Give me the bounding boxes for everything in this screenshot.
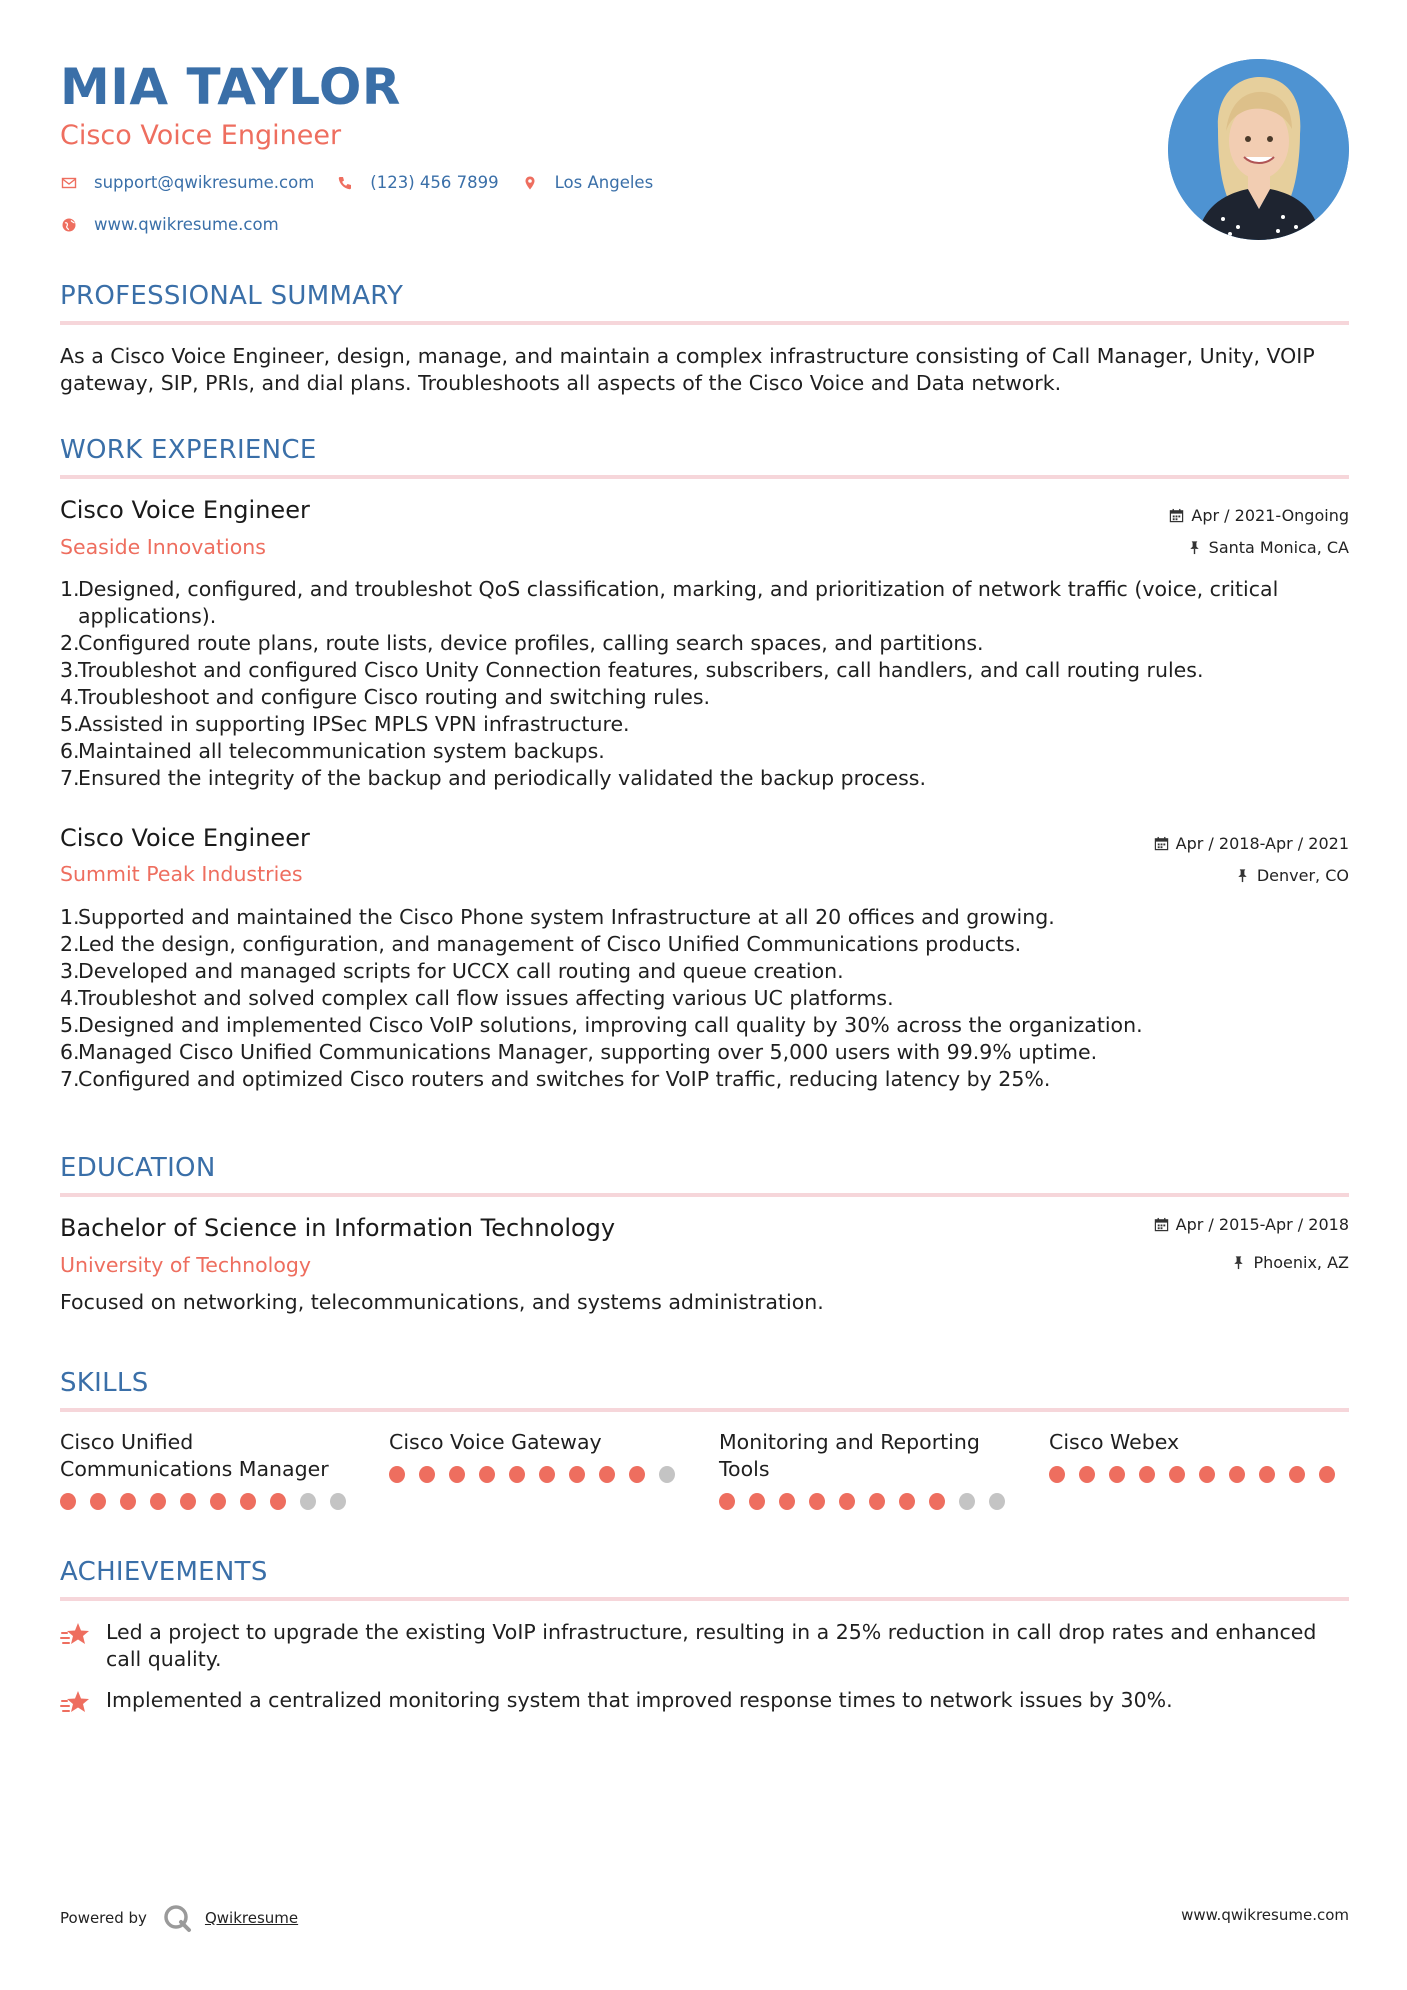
star-award-icon <box>60 1687 92 1719</box>
rating-dot-filled <box>150 1493 166 1510</box>
contact-email[interactable] <box>60 173 314 192</box>
contact-row <box>60 173 675 192</box>
skill-name: Monitoring and Reporting Tools <box>719 1430 980 1481</box>
education-description: Focused on networking, telecommunications, and systems administration. <box>60 1290 824 1314</box>
location-text: Santa Monica, CA <box>1208 538 1349 557</box>
rating-dot-filled <box>1109 1466 1125 1483</box>
section-divider <box>60 1408 1349 1412</box>
skill-rating <box>389 1466 689 1483</box>
list-item: 1. Designed, configured, and troubleshot QoS classification, marking, and prioritization of network traffic (voice, critical applications). <box>60 577 1279 628</box>
summary-text: As a Cisco Voice Engineer, design, manage, and maintain a complex infrastructure consisting of Call Manager, Unity, VOIP gateway, SIP, PRIs, and dial plans. Troubleshoots all aspects of the Cisco Voice and Data network. <box>60 344 1315 395</box>
dates-text: Apr / 2015-Apr / 2018 <box>1175 1215 1349 1234</box>
list-item: 2. Led the design, configuration, and management of Cisco Unified Communications products. <box>60 932 1022 956</box>
location-text: Los Angeles <box>554 173 654 192</box>
rating-dot-filled <box>419 1466 435 1483</box>
rating-dot-filled <box>899 1493 915 1510</box>
rating-dot-filled <box>270 1493 286 1510</box>
contact-location <box>521 173 654 192</box>
phone-text: (123) 456 7899 <box>370 173 499 192</box>
job-title: Cisco Voice Engineer <box>60 496 310 524</box>
skill-name: Cisco Voice Gateway <box>389 1430 602 1454</box>
education-heading: EDUCATION <box>60 1153 216 1183</box>
job-bullet-list <box>60 576 1350 792</box>
candidate-role: Cisco Voice Engineer <box>60 120 342 151</box>
list-item: 4. Troubleshot and solved complex call flow issues affecting various UC platforms. <box>60 986 894 1010</box>
brand-link[interactable]: Qwikresume <box>204 1909 299 1927</box>
dates-text: Apr / 2021-Ongoing <box>1191 506 1349 525</box>
rating-dot-filled <box>869 1493 885 1510</box>
powered-by-label: Powered by <box>60 1909 147 1927</box>
rating-dot-filled <box>449 1466 465 1483</box>
experience-heading: WORK EXPERIENCE <box>60 435 317 465</box>
summary-heading: PROFESSIONAL SUMMARY <box>60 281 404 311</box>
calendar-icon <box>1154 1217 1169 1232</box>
rating-dot-filled <box>120 1493 136 1510</box>
rating-dot-filled <box>539 1466 555 1483</box>
rating-dot-filled <box>60 1493 76 1510</box>
location-text: Denver, CO <box>1256 866 1349 885</box>
rating-dot-filled <box>389 1466 405 1483</box>
rating-dot-filled <box>479 1466 495 1483</box>
rating-dot-empty <box>330 1493 346 1510</box>
education-dates <box>1154 1215 1349 1234</box>
job-company: Summit Peak Industries <box>60 862 303 886</box>
rating-dot-filled <box>1049 1466 1065 1483</box>
contact-website[interactable] <box>60 215 279 234</box>
footer-website[interactable]: www.qwikresume.com <box>1181 1906 1349 1924</box>
rating-dot-filled <box>1199 1466 1215 1483</box>
contact-phone[interactable] <box>336 173 498 192</box>
rating-dot-empty <box>989 1493 1005 1510</box>
skill-item <box>60 1429 360 1510</box>
list-item: 5. Designed and implemented Cisco VoIP solutions, improving call quality by 30% across the organization. <box>60 1013 1143 1037</box>
rating-dot-filled <box>1229 1466 1245 1483</box>
email-text: support@qwikresume.com <box>94 173 315 192</box>
calendar-icon <box>1154 836 1169 851</box>
degree-title: Bachelor of Science in Information Technology <box>60 1214 616 1242</box>
achievement-text: Led a project to upgrade the existing VoIP infrastructure, resulting in a 25% reduction in call drop rates and enhanced call quality. <box>106 1620 1317 1671</box>
rating-dot-filled <box>1079 1466 1095 1483</box>
section-divider <box>60 1597 1349 1601</box>
achievement-item <box>60 1687 1350 1719</box>
rating-dot-filled <box>809 1493 825 1510</box>
list-item: 7. Ensured the integrity of the backup and periodically validated the backup process. <box>60 766 926 790</box>
website-text: www.qwikresume.com <box>94 215 279 234</box>
rating-dot-filled <box>1169 1466 1185 1483</box>
rating-dot-empty <box>959 1493 975 1510</box>
job-title: Cisco Voice Engineer <box>60 824 310 852</box>
list-item: 2. Configured route plans, route lists, device profiles, calling search spaces, and partitions. <box>60 631 984 655</box>
pushpin-icon <box>1187 540 1202 555</box>
pushpin-icon <box>1235 868 1250 883</box>
rating-dot-filled <box>1289 1466 1305 1483</box>
rating-dot-filled <box>1319 1466 1335 1483</box>
rating-dot-filled <box>210 1493 226 1510</box>
skill-item <box>1049 1429 1349 1483</box>
rating-dot-filled <box>90 1493 106 1510</box>
candidate-name: MIA TAYLOR <box>60 58 401 116</box>
contact-row-web <box>60 215 301 234</box>
rating-dot-filled <box>1139 1466 1155 1483</box>
job-location <box>1235 866 1349 885</box>
phone-icon <box>336 174 354 192</box>
rating-dot-filled <box>509 1466 525 1483</box>
profile-photo <box>1168 59 1349 240</box>
rating-dot-filled <box>569 1466 585 1483</box>
school-name: University of Technology <box>60 1253 312 1277</box>
dates-text: Apr / 2018-Apr / 2021 <box>1175 834 1349 853</box>
list-item: 6. Maintained all telecommunication system backups. <box>60 739 605 763</box>
rating-dot-filled <box>929 1493 945 1510</box>
rating-dot-filled <box>629 1466 645 1483</box>
skill-item <box>719 1429 1019 1510</box>
job-bullet-list <box>60 904 1350 1093</box>
list-item: 4. Troubleshoot and configure Cisco routing and switching rules. <box>60 685 711 709</box>
rating-dot-filled <box>180 1493 196 1510</box>
pushpin-icon <box>1231 1255 1246 1270</box>
job-dates <box>1154 834 1349 853</box>
section-divider <box>60 1193 1349 1197</box>
map-pin-icon <box>521 174 539 192</box>
list-item: 1. Supported and maintained the Cisco Phone system Infrastructure at all 20 offices and growing. <box>60 905 1055 929</box>
job-company: Seaside Innovations <box>60 535 266 559</box>
skills-heading: SKILLS <box>60 1368 149 1398</box>
achievement-item <box>60 1619 1350 1673</box>
rating-dot-empty <box>300 1493 316 1510</box>
list-item: 3. Developed and managed scripts for UCCX call routing and queue creation. <box>60 959 844 983</box>
rating-dot-filled <box>749 1493 765 1510</box>
list-item: 6. Managed Cisco Unified Communications Manager, supporting over 5,000 users with 99.9% uptime. <box>60 1040 1098 1064</box>
skill-name: Cisco Unified Communications Manager <box>60 1430 329 1481</box>
skill-rating <box>1049 1466 1349 1483</box>
calendar-icon <box>1169 508 1184 523</box>
rating-dot-filled <box>839 1493 855 1510</box>
rating-dot-filled <box>599 1466 615 1483</box>
skill-rating <box>719 1493 1019 1510</box>
job-location <box>1187 538 1349 557</box>
location-text: Phoenix, AZ <box>1253 1253 1349 1272</box>
list-item: 7. Configured and optimized Cisco routers and switches for VoIP traffic, reducing latency by 25%. <box>60 1067 1051 1091</box>
section-divider <box>60 321 1349 325</box>
skill-name: Cisco Webex <box>1049 1430 1180 1454</box>
star-award-icon <box>60 1619 92 1651</box>
education-location <box>1231 1253 1349 1272</box>
footer-powered-by <box>60 1902 298 1934</box>
globe-icon <box>60 216 78 234</box>
rating-dot-filled <box>779 1493 795 1510</box>
rating-dot-filled <box>240 1493 256 1510</box>
job-dates <box>1169 506 1349 525</box>
achievement-text: Implemented a centralized monitoring system that improved response times to network issues by 30%. <box>106 1688 1173 1712</box>
list-item: 5. Assisted in supporting IPSec MPLS VPN infrastructure. <box>60 712 630 736</box>
achievements-heading: ACHIEVEMENTS <box>60 1557 268 1587</box>
skill-item <box>389 1429 689 1483</box>
rating-dot-filled <box>1259 1466 1275 1483</box>
skill-rating <box>60 1493 360 1510</box>
rating-dot-filled <box>719 1493 735 1510</box>
section-divider <box>60 475 1349 479</box>
qwikresume-logo-icon <box>161 1902 193 1934</box>
list-item: 3. Troubleshot and configured Cisco Unity Connection features, subscribers, call handlers, and call routing rules. <box>60 658 1204 682</box>
envelope-icon <box>60 174 78 192</box>
rating-dot-empty <box>659 1466 675 1483</box>
